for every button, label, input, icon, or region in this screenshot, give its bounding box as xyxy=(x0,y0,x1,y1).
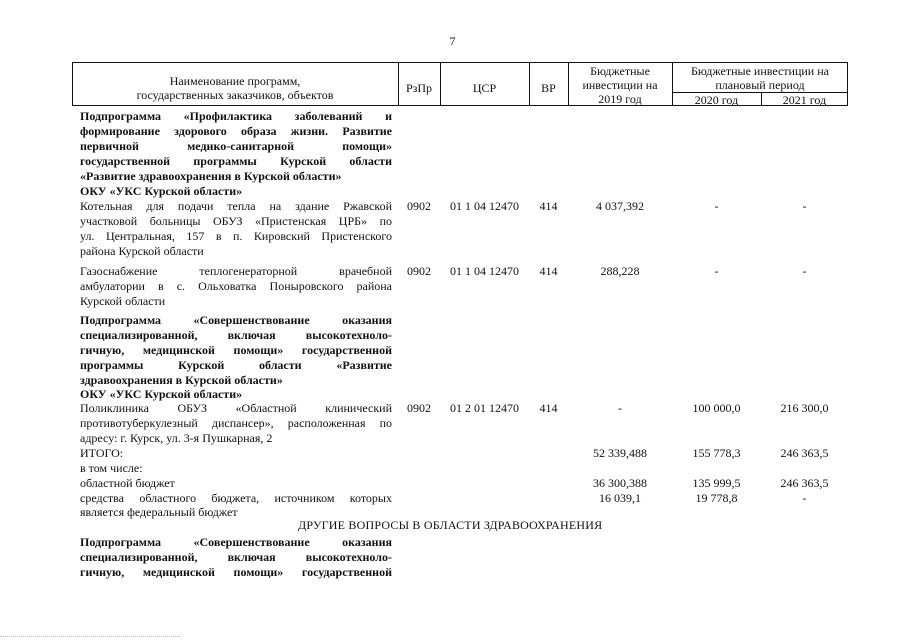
cell-rzpr: 0902 xyxy=(407,264,431,278)
cell-2019: 288,228 xyxy=(600,264,640,278)
federal-label: средства областного бюджета, источником которых xyxy=(80,491,392,505)
cell-2019: - xyxy=(618,401,622,415)
total-2021: 246 363,5 xyxy=(780,446,829,460)
regional-2019: 36 300,388 xyxy=(593,476,647,490)
total-2019: 52 339,488 xyxy=(593,446,647,460)
header-rzpr: РзПр xyxy=(405,81,433,95)
total-label: ИТОГО: xyxy=(80,446,124,460)
including-label: в том числе: xyxy=(80,461,143,475)
cell-rzpr: 0902 xyxy=(407,199,431,213)
cell-csr: 01 1 04 12470 xyxy=(450,199,519,213)
header-name: Наименование программ, государственных заказчиков, объектов xyxy=(136,74,334,102)
header-2021: 2021 год xyxy=(782,93,827,107)
section-title: ДРУГИЕ ВОПРОСЫ В ОБЛАСТИ ЗДРАВООХРАНЕНИЯ xyxy=(298,518,603,532)
federal-2021: - xyxy=(802,491,807,505)
regional-2020: 135 999,5 xyxy=(692,476,741,490)
regional-2021: 246 363,5 xyxy=(780,476,829,490)
cell-vr: 414 xyxy=(539,264,558,278)
oku-label-2: ОКУ «УКС Курской области» xyxy=(80,387,243,401)
cell-rzpr: 0902 xyxy=(407,401,431,415)
regional-label: областной бюджет xyxy=(80,476,175,490)
cell-2019: 4 037,392 xyxy=(596,199,644,213)
cell-2020: - xyxy=(714,264,719,278)
total-2020: 155 778,3 xyxy=(692,446,741,460)
page-number: 7 xyxy=(449,34,456,48)
oku-label-1: ОКУ «УКС Курской области» xyxy=(80,184,243,198)
cell-2021: - xyxy=(802,264,807,278)
cell-2021: 216 300,0 xyxy=(780,401,829,415)
header-csr: ЦСР xyxy=(472,81,497,95)
cell-2020: 100 000,0 xyxy=(692,401,741,415)
cell-vr: 414 xyxy=(539,199,558,213)
page-bottom-rule xyxy=(0,636,180,637)
header-plan-period: Бюджетные инвестиции на плановый период xyxy=(691,64,829,92)
cell-2021: - xyxy=(802,199,807,213)
federal-2020: 19 778,8 xyxy=(695,491,738,505)
cell-csr: 01 2 01 12470 xyxy=(450,401,519,415)
header-2020: 2020 год xyxy=(694,93,739,107)
header-budget-2019: Бюджетные инвестиции на 2019 год xyxy=(582,64,658,106)
header-vr: ВР xyxy=(541,81,556,95)
cell-2020: - xyxy=(714,199,719,213)
cell-csr: 01 1 04 12470 xyxy=(450,264,519,278)
cell-vr: 414 xyxy=(539,401,558,415)
federal-2019: 16 039,1 xyxy=(599,491,641,505)
